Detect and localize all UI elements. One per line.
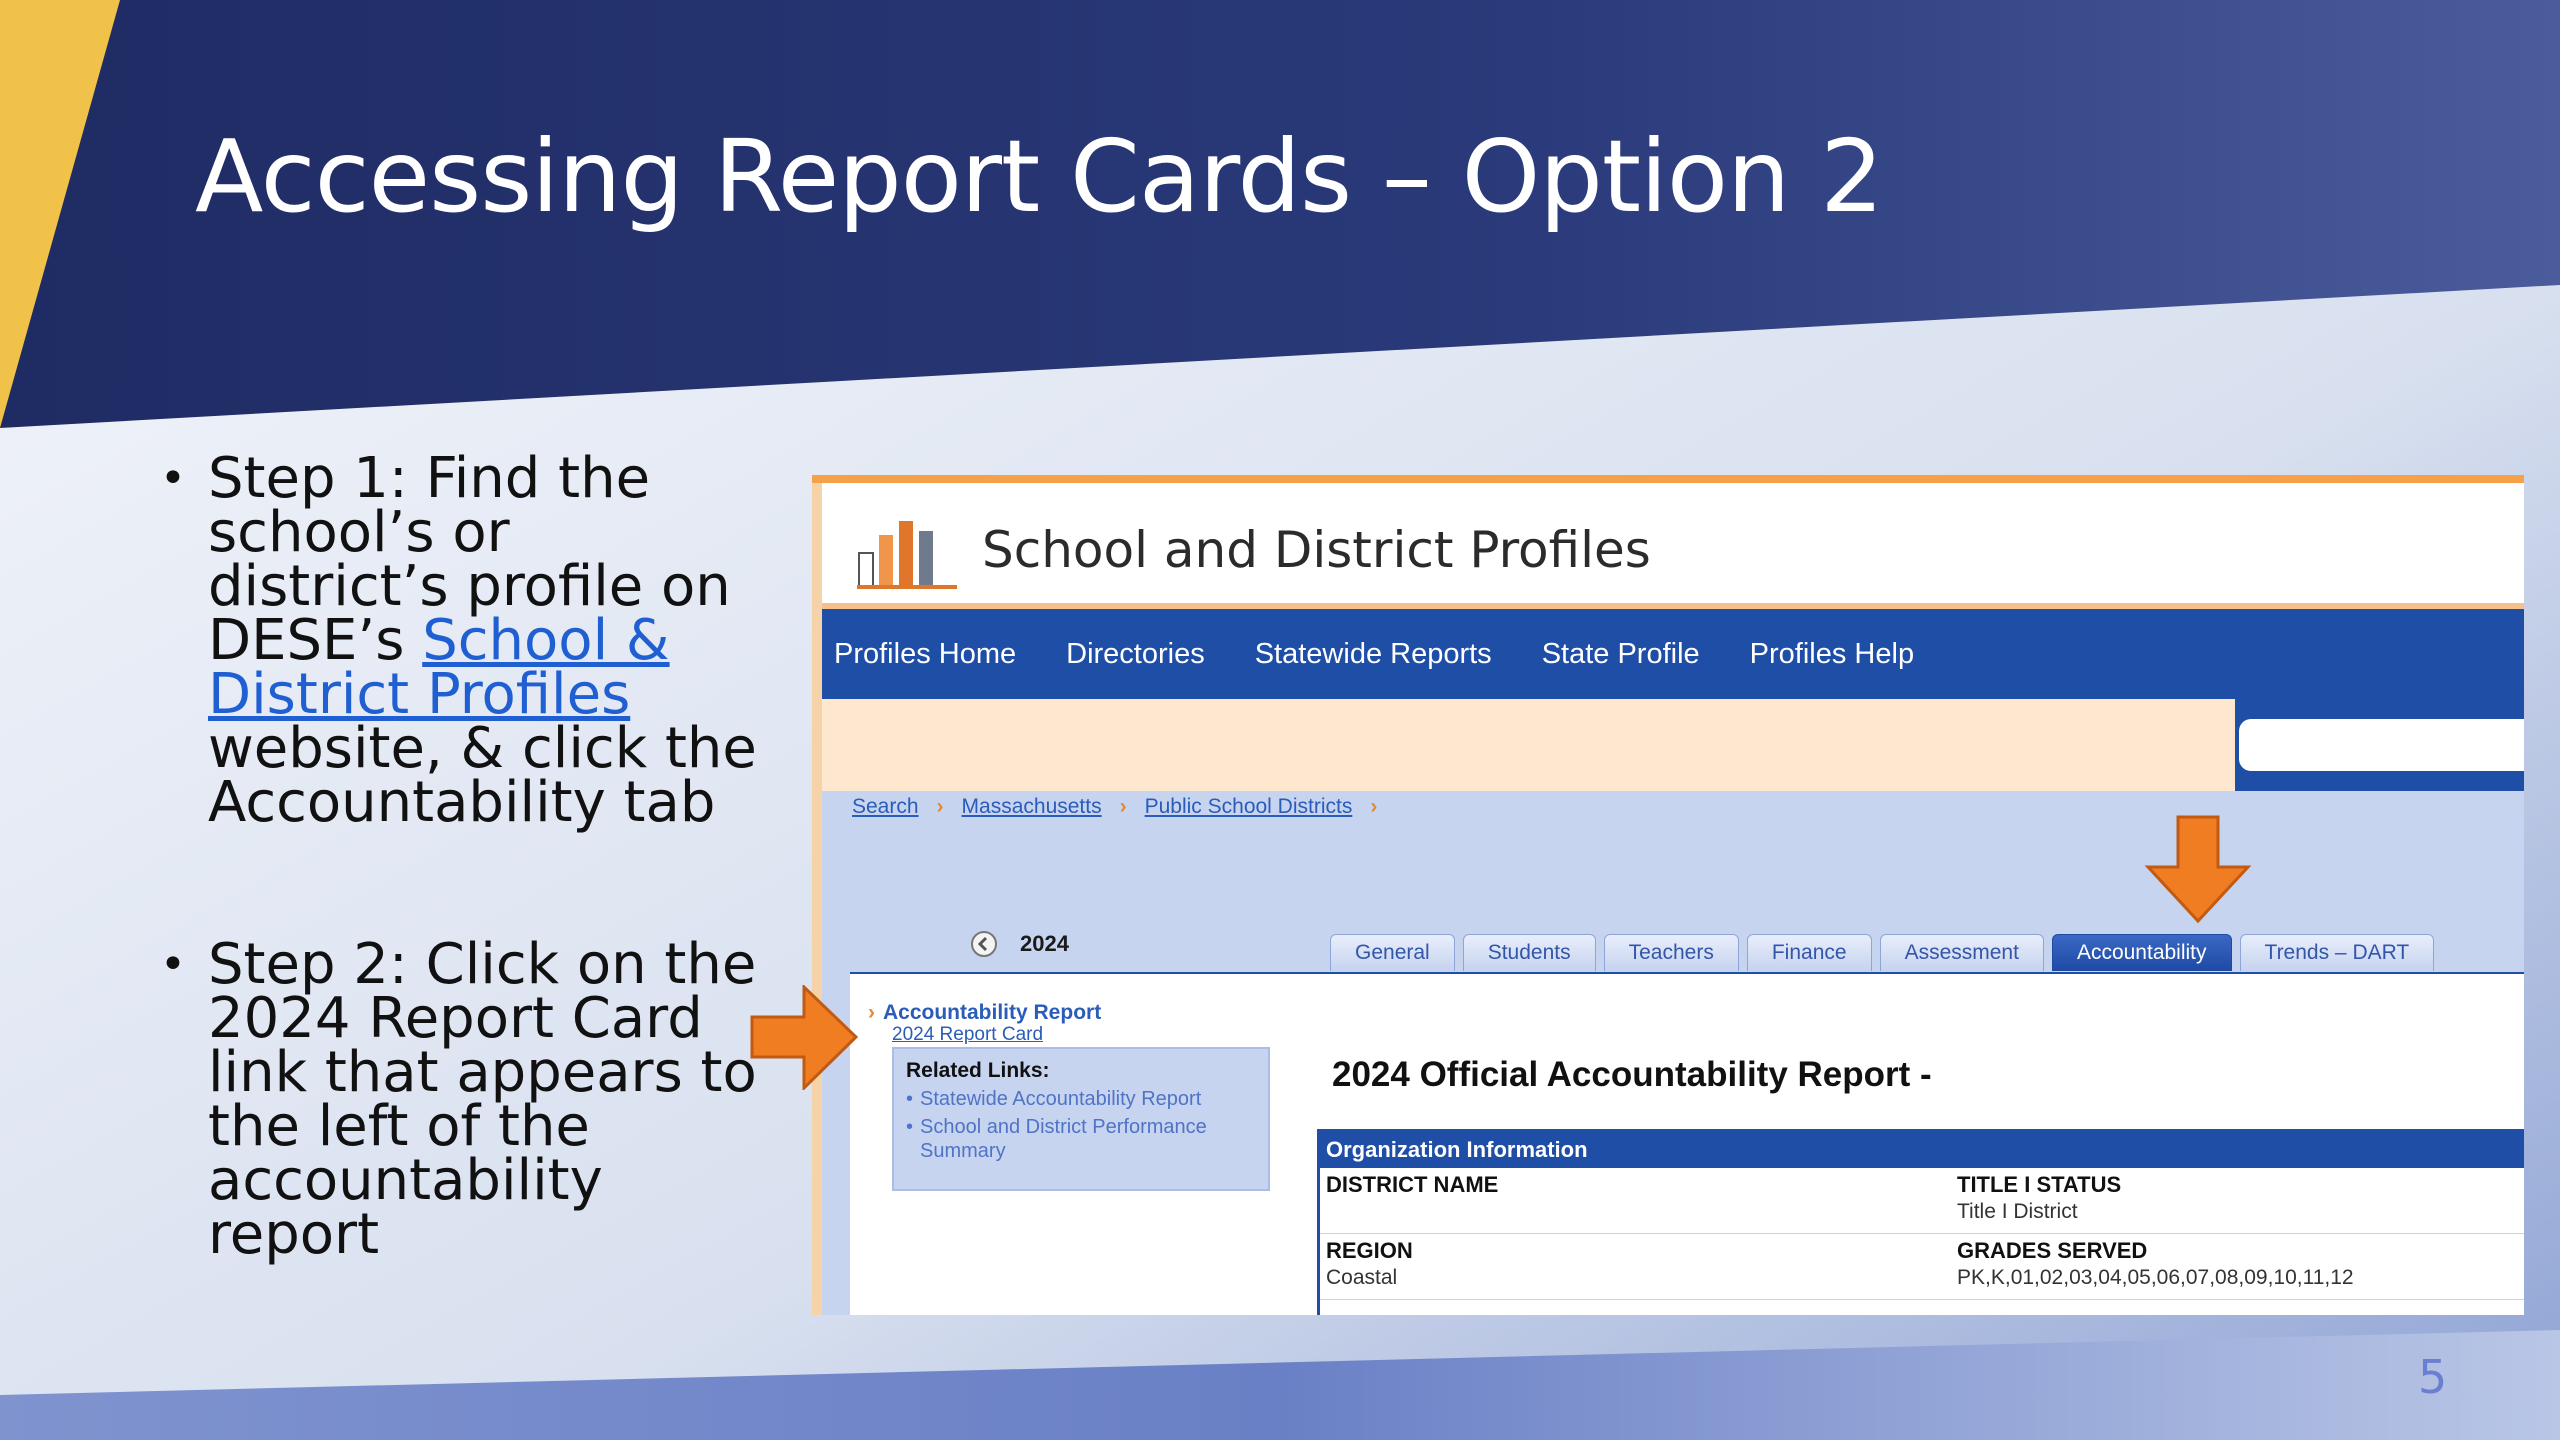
profiles-screenshot xyxy=(812,475,2524,1315)
banner-band xyxy=(822,699,2245,791)
cell-label: REGION xyxy=(1326,1238,1413,1263)
back-circle-icon[interactable] xyxy=(970,930,998,958)
nav-statewide-reports[interactable]: Statewide Reports xyxy=(1254,637,1492,670)
bullet-dot-icon: • xyxy=(160,939,186,990)
profiles-nav xyxy=(822,609,2524,699)
accountability-report-label: Accountability Report xyxy=(883,1001,1102,1024)
bullet-dot-icon: • xyxy=(160,453,186,504)
report-card-link[interactable]: 2024 Report Card xyxy=(892,1024,1044,1045)
tab-accountability[interactable]: Accountability xyxy=(2052,934,2232,971)
tab-general[interactable]: General xyxy=(1330,934,1455,971)
related-link-label: Statewide Accountability Report xyxy=(920,1088,1202,1110)
nav-profiles-home[interactable]: Profiles Home xyxy=(834,637,1017,670)
step-1-text-after: website, & click the Accountability tab xyxy=(208,716,757,835)
nav-profiles-help[interactable]: Profiles Help xyxy=(1749,637,1915,670)
bullet-step-2 xyxy=(160,932,760,1267)
breadcrumb-chevron-icon: › xyxy=(1370,795,1378,818)
cell-value: Title I District xyxy=(1957,1200,2078,1223)
bullet-step-1 xyxy=(160,446,760,835)
tab-trends-dart[interactable]: Trends – DART xyxy=(2240,934,2435,971)
step-2-text: Step 2: Click on the 2024 Report Card link that appears to the left of the accountability report xyxy=(208,932,757,1267)
tab-teachers[interactable]: Teachers xyxy=(1604,934,1739,971)
region-cell xyxy=(1326,1238,1413,1290)
title-i-status-cell xyxy=(1957,1172,2121,1224)
organization-info-table xyxy=(1317,1129,2524,1315)
table-row xyxy=(1320,1234,2524,1300)
related-links-box xyxy=(892,1047,1270,1191)
breadcrumb-public-school-districts[interactable]: Public School Districts xyxy=(1144,795,1353,818)
nav-state-profile[interactable]: State Profile xyxy=(1541,637,1700,670)
nav-directories[interactable]: Directories xyxy=(1066,637,1205,670)
district-name-cell xyxy=(1326,1172,1498,1200)
breadcrumb-massachusetts[interactable]: Massachusetts xyxy=(961,795,1102,818)
cell-label: TITLE I STATUS xyxy=(1957,1172,2122,1197)
breadcrumb-search[interactable]: Search xyxy=(852,795,919,818)
slide-title: Accessing Report Cards – Option 2 xyxy=(195,118,1883,235)
related-link-performance-summary[interactable] xyxy=(906,1115,1256,1163)
breadcrumb-chevron-icon: › xyxy=(1119,795,1127,818)
bar-chart-logo-icon xyxy=(857,513,957,589)
right-arrow-icon xyxy=(750,985,860,1090)
year-selector xyxy=(970,930,1069,958)
down-arrow-icon xyxy=(2144,815,2252,925)
site-title: School and District Profiles xyxy=(982,521,1651,579)
related-link-statewide[interactable] xyxy=(906,1087,1256,1111)
breadcrumb xyxy=(852,795,1383,819)
tab-finance[interactable]: Finance xyxy=(1747,934,1872,971)
related-link-label: School and District Performance Summary xyxy=(920,1116,1207,1162)
year-label: 2024 xyxy=(1020,931,1069,956)
cell-label: GRADES SERVED xyxy=(1957,1238,2148,1263)
grades-served-cell xyxy=(1957,1238,2354,1290)
profiles-header xyxy=(822,483,2524,609)
profile-tabs xyxy=(1330,934,2434,971)
school-district-profiles-link[interactable]: School & District Profiles xyxy=(208,608,670,727)
bullet-list xyxy=(160,446,760,1267)
cell-value: Coastal xyxy=(1326,1266,1398,1289)
breadcrumb-chevron-icon: › xyxy=(936,795,944,818)
related-links-title: Related Links: xyxy=(906,1059,1050,1082)
bullet-dot-icon: • xyxy=(906,1116,914,1138)
search-input[interactable] xyxy=(2239,719,2524,771)
tab-students[interactable]: Students xyxy=(1463,934,1596,971)
org-info-header: Organization Information xyxy=(1320,1132,2524,1168)
accountability-report-link[interactable] xyxy=(868,1001,1101,1025)
tab-assessment[interactable]: Assessment xyxy=(1880,934,2044,971)
screenshot-border xyxy=(812,475,822,1315)
cell-value: PK,K,01,02,03,04,05,06,07,08,09,10,11,12 xyxy=(1957,1266,2354,1289)
chevron-right-icon: › xyxy=(868,1001,875,1024)
header-accent-line xyxy=(812,475,2524,483)
page-number: 5 xyxy=(2418,1350,2448,1404)
cell-label: DISTRICT NAME xyxy=(1326,1172,1499,1197)
bullet-dot-icon: • xyxy=(906,1088,914,1110)
step-1-text-before: Step 1: Find the school’s or district’s profile on DESE’s xyxy=(208,446,731,673)
report-heading: 2024 Official Accountability Report - xyxy=(1332,1055,1932,1094)
table-row xyxy=(1320,1168,2524,1234)
